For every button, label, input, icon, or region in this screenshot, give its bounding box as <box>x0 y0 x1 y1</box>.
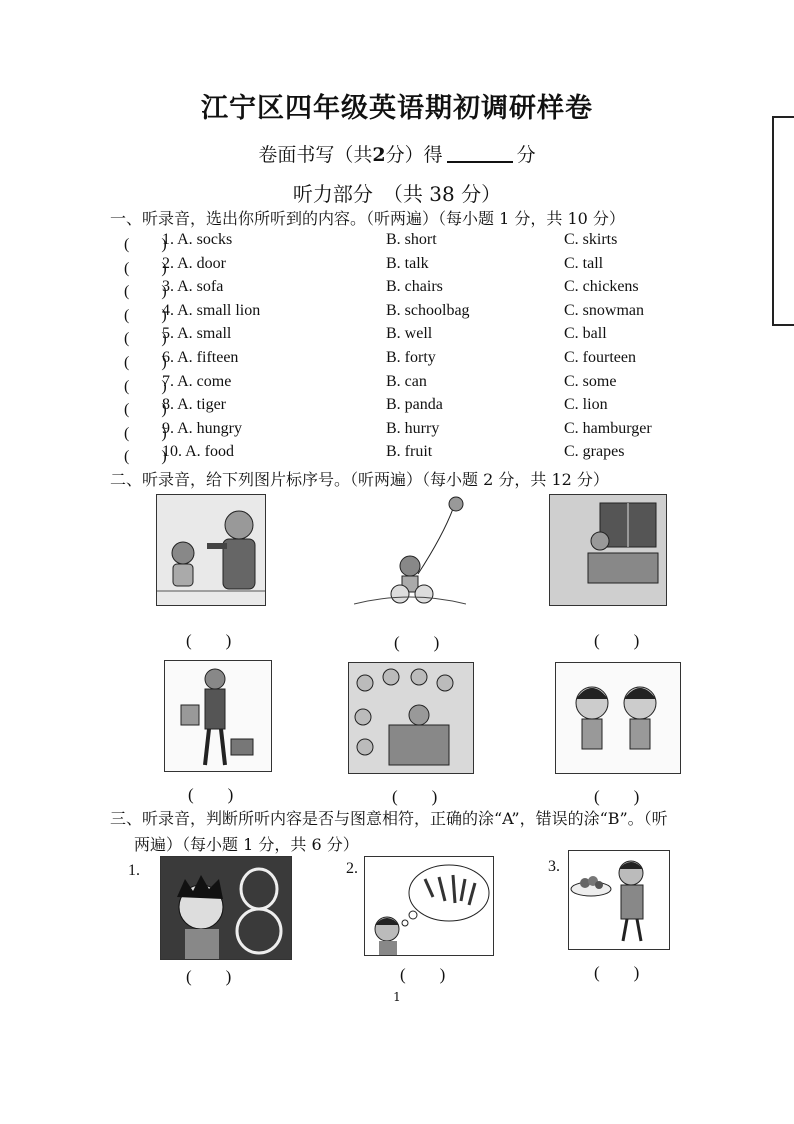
part3-instruction-line2: 两遍）（每小题 1 分，共 6 分） <box>134 835 359 854</box>
part2-answer-1[interactable]: ( ) <box>186 631 232 650</box>
question-row <box>124 325 684 347</box>
picture-boy-number-eight <box>160 856 292 960</box>
answer-paren[interactable]: ( ) <box>124 424 167 442</box>
option-b: B. schoolbag <box>386 301 470 319</box>
option-b: B. panda <box>386 396 443 414</box>
option-a: 4. A. small lion <box>162 301 261 319</box>
option-c: C. snowman <box>564 301 644 319</box>
option-c: C. ball <box>564 325 607 343</box>
question-row <box>124 349 684 371</box>
option-a: 3. A. sofa <box>162 278 224 296</box>
answer-paren[interactable]: ( ) <box>124 401 167 419</box>
part2-answer-6[interactable]: ( ) <box>594 787 640 806</box>
score-blank[interactable] <box>447 143 513 163</box>
picture-clocks-wall <box>348 662 474 774</box>
picture-window-desk <box>549 494 667 606</box>
option-a: 8. A. tiger <box>162 396 226 414</box>
score-box-bracket <box>772 116 794 326</box>
part3-answer-1[interactable]: ( ) <box>186 967 232 986</box>
option-b: B. well <box>386 325 433 343</box>
option-a: 7. A. come <box>162 372 232 390</box>
option-a: 2. A. door <box>162 254 226 272</box>
answer-paren[interactable]: ( ) <box>124 377 167 395</box>
option-b: B. fruit <box>386 443 433 461</box>
part2-answer-3[interactable]: ( ) <box>594 631 640 650</box>
option-a: 5. A. small <box>162 325 232 343</box>
option-a: 1. A. socks <box>162 231 233 248</box>
page-title: 江宁区四年级英语期初调研样卷 <box>201 93 593 124</box>
picture-girl-fruit-plate <box>568 850 670 950</box>
listening-section-title: 听力部分 （共 38 分） <box>292 182 502 206</box>
part3-answer-2[interactable]: ( ) <box>400 965 446 984</box>
option-b: B. hurry <box>386 419 440 437</box>
answer-paren[interactable]: ( ) <box>124 354 167 371</box>
option-c: C. lion <box>564 396 608 414</box>
subtitle-points: 2 <box>372 144 386 166</box>
question-row <box>124 396 684 418</box>
part2-answer-5[interactable]: ( ) <box>392 787 438 806</box>
option-c: C. fourteen <box>564 349 636 366</box>
part3-label-3: 3. <box>548 858 560 875</box>
question-row <box>124 443 684 465</box>
option-b: B. forty <box>386 349 436 366</box>
option-a: 9. A. hungry <box>162 419 242 437</box>
part2-answer-2[interactable]: ( ) <box>394 633 440 652</box>
option-c: C. chickens <box>564 278 639 296</box>
picture-boy-thinking-crayons <box>364 856 494 956</box>
page-number: 1 <box>393 990 401 1004</box>
answer-paren[interactable]: ( ) <box>124 448 167 466</box>
option-c: C. grapes <box>564 443 625 461</box>
picture-two-kids <box>555 662 681 774</box>
option-b: B. can <box>386 372 427 390</box>
part3-answer-3[interactable]: ( ) <box>594 963 640 982</box>
question-row <box>124 278 684 300</box>
answer-paren[interactable]: ( ) <box>124 330 167 348</box>
picture-mother-girl-cake <box>156 494 266 606</box>
option-a: 6. A. fifteen <box>162 349 239 366</box>
part2-instruction: 二、听录音，给下列图片标序号。（听两遍）（每小题 2 分，共 12 分） <box>110 470 609 489</box>
answer-paren[interactable]: ( ) <box>124 259 167 277</box>
answer-paren[interactable]: ( ) <box>124 283 167 301</box>
answer-paren[interactable]: ( ) <box>124 236 167 253</box>
subtitle-prefix: 卷面书写（共 <box>258 144 373 166</box>
subtitle-mid: 分）得 <box>385 144 443 166</box>
option-b: B. short <box>386 231 437 248</box>
option-b: B. chairs <box>386 278 443 296</box>
part3-label-2: 2. <box>346 860 358 877</box>
question-row <box>124 373 684 395</box>
part2-answer-4[interactable]: ( ) <box>188 785 234 804</box>
option-c: C. tall <box>564 254 604 272</box>
question-row <box>124 302 684 324</box>
picture-boy-kite <box>354 494 466 606</box>
answer-paren[interactable]: ( ) <box>124 306 167 324</box>
part3-instruction-line1: 三、听录音，判断所听内容是否与图意相符，正确的涂“A”，错误的涂“B”。（听 <box>110 809 668 828</box>
picture-man-shopping-bags <box>164 660 272 772</box>
option-c: C. skirts <box>564 231 618 248</box>
subtitle-suffix: 分 <box>516 144 536 166</box>
option-b: B. talk <box>386 254 429 272</box>
option-c: C. hamburger <box>564 419 652 437</box>
part3-label-1: 1. <box>128 862 140 879</box>
question-row <box>124 231 684 253</box>
question-row <box>124 420 684 442</box>
option-c: C. some <box>564 372 617 390</box>
question-row <box>124 255 684 277</box>
handwriting-score-line <box>0 140 794 167</box>
part1-instruction: 一、听录音，选出你所听到的内容。（听两遍）（每小题 1 分，共 10 分） <box>110 209 625 228</box>
option-a: 10. A. food <box>162 443 234 461</box>
